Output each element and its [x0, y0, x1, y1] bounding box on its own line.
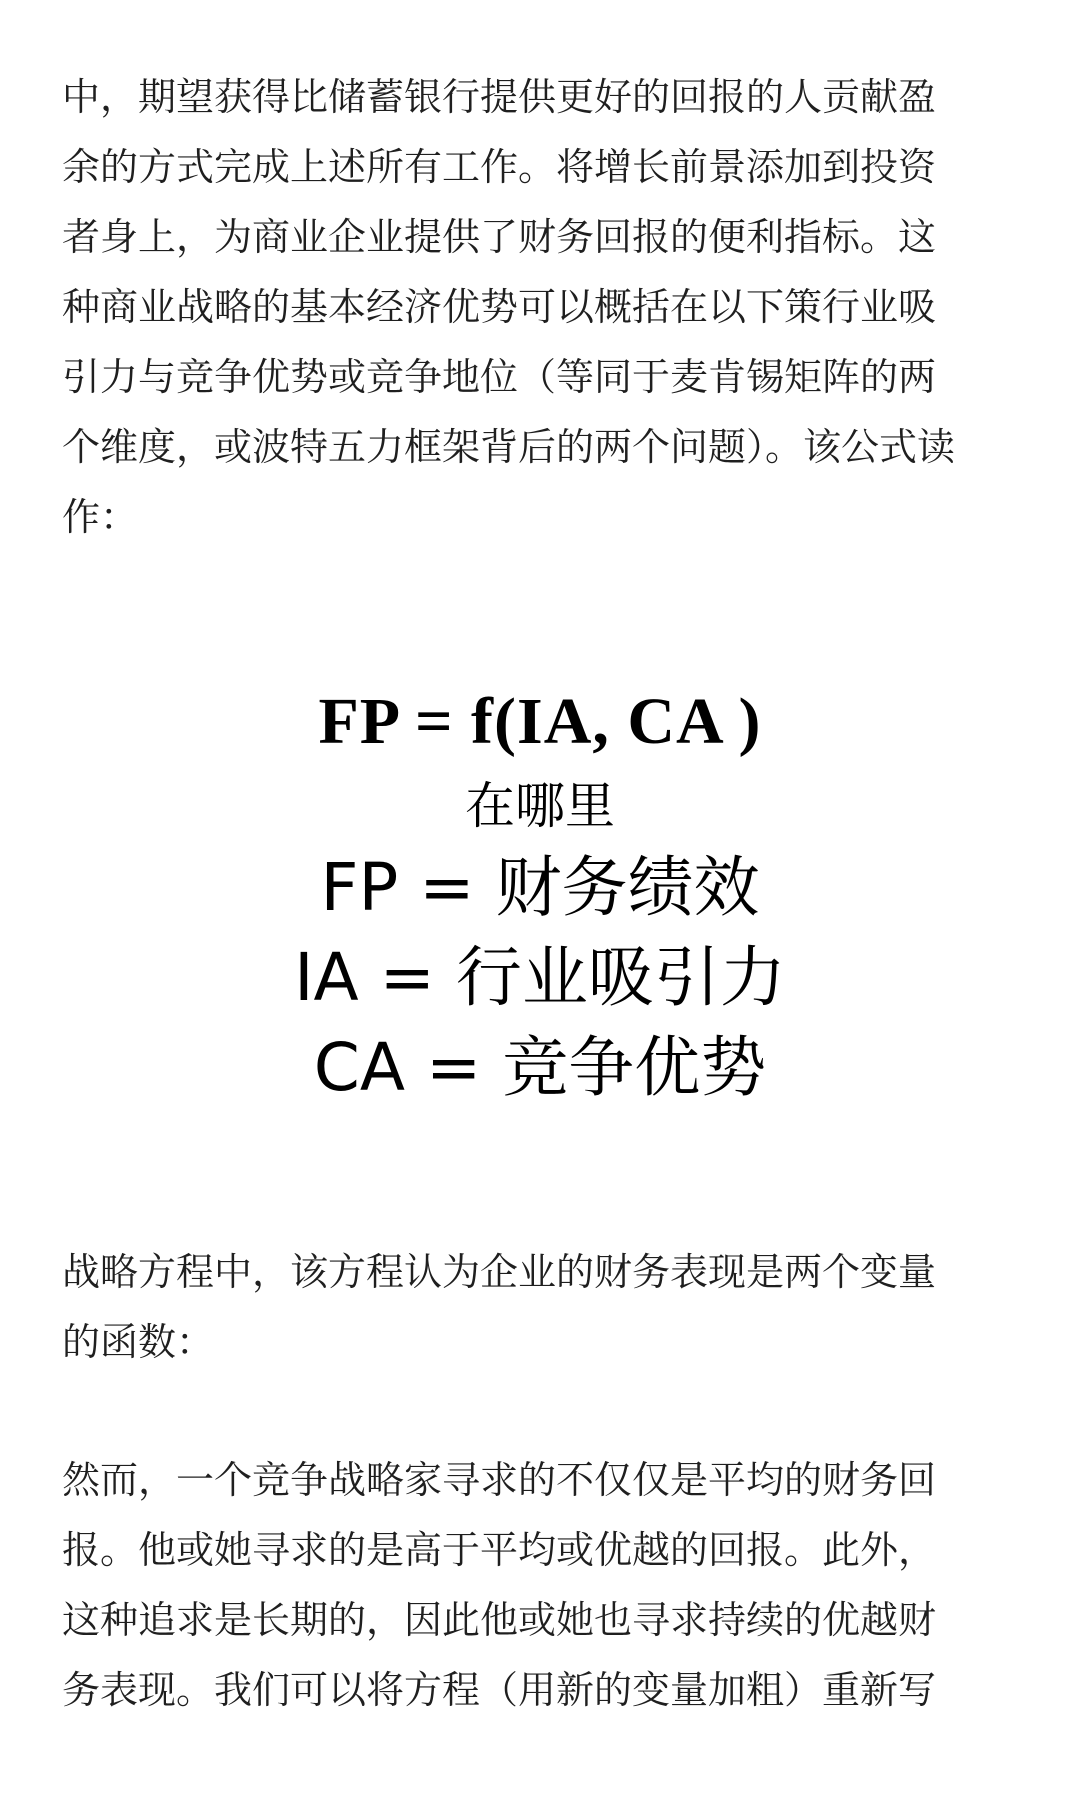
paragraph-intro [62, 62, 1018, 552]
text-line: 余的方式完成上述所有工作。将增长前景添加到投资 [62, 145, 937, 189]
text-line: 报。他或她寻求的是高于平均或优越的回报。此外， [62, 1528, 937, 1572]
definition-ia: IA = 行业吸引力 [294, 939, 786, 1016]
strategy-formula: FP = f(IA, CA ) [318, 685, 762, 758]
paragraph-equation [62, 1237, 1018, 1377]
definition-fp: FP = 财务绩效 [320, 849, 760, 926]
text-line: 的函数： [62, 1320, 215, 1364]
text-line: 务表现。我们可以将方程（用新的变量加粗）重新写 [62, 1668, 937, 1712]
paragraph-superior-returns [62, 1445, 1018, 1725]
text-line: 引力与竞争优势或竞争地位（等同于麦肯锡矩阵的两 [62, 355, 937, 399]
text-line: 中，期望获得比储蓄银行提供更好的回报的人贡献盈 [62, 75, 937, 119]
text-line: 然而，一个竞争战略家寻求的不仅仅是平均的财务回 [62, 1458, 937, 1502]
text-line: 这种追求是长期的，因此他或她也寻求持续的优越财 [62, 1598, 937, 1642]
text-line: 作： [62, 495, 139, 539]
where-label: 在哪里 [465, 777, 615, 835]
formula-figure [0, 660, 1080, 1120]
definition-ca: CA = 竞争优势 [313, 1029, 767, 1106]
text-line: 个维度，或波特五力框架背后的两个问题）。该公式读 [62, 425, 956, 469]
text-line: 战略方程中，该方程认为企业的财务表现是两个变量 [62, 1250, 937, 1294]
text-line: 者身上，为商业企业提供了财务回报的便利指标。这 [62, 215, 937, 259]
text-line: 种商业战略的基本经济优势可以概括在以下策行业吸 [62, 285, 937, 329]
